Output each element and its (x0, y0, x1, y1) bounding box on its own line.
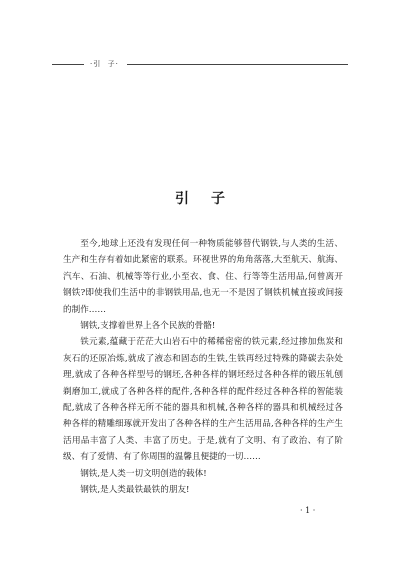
page-number: · 1 · (300, 506, 316, 515)
running-header (52, 58, 348, 70)
paragraph: 钢铁,是人类一切文明创造的载体! (80, 468, 207, 479)
paragraph: 至今,地球上还没有发现任何一种物质能够替代钢铁,与人类的生活、生产和生存有着如此紧密的联系。环视世界的角角落落,大至航天、航海、汽车、石油、机械等等行业,小至衣、食、住、行等等生活用品,何曾离开钢铁?即使我们生活中的非钢铁用品,也无一不是因了钢铁机械直接或间接的制作…… (63, 239, 343, 315)
paragraph: 钢铁,支撑着世界上各个民族的骨骼! (80, 321, 216, 332)
header-rule-left (52, 64, 84, 65)
header-rule-right (127, 64, 348, 65)
body-text (63, 236, 343, 499)
chapter-title: 引子 (175, 191, 247, 207)
running-title: ·引 子· (90, 60, 119, 68)
paragraph: 铁元素,蕴藏于茫茫大山岩石中的稀稀密密的铁元素,经过掺加焦炭和灰石的还原冶炼,就成了液态和固态的生铁,生铁再经过特殊的降碳去杂处理,就成了各种各样型号的钢坯,各种各样的钢坯经过各种各样的锻压轧刨剃磨加工,就成了各种各样的配件,各种各样的配件经过各种各样的智能装配,就成了各种各样无所不能的器具和机械,各种各样的器具和机械经过各种各样的精雕细琢就开发出了各种各样的生产生活用品,各种各样的生产生活用品丰富了人类、丰富了历史。于是,就有了文明、有了政治、有了阶级、有了爱情、有了你周围的温馨且便捷的一切…… (63, 337, 343, 463)
paragraph: 钢铁,是人类最铁最铁的朋友! (80, 485, 190, 496)
